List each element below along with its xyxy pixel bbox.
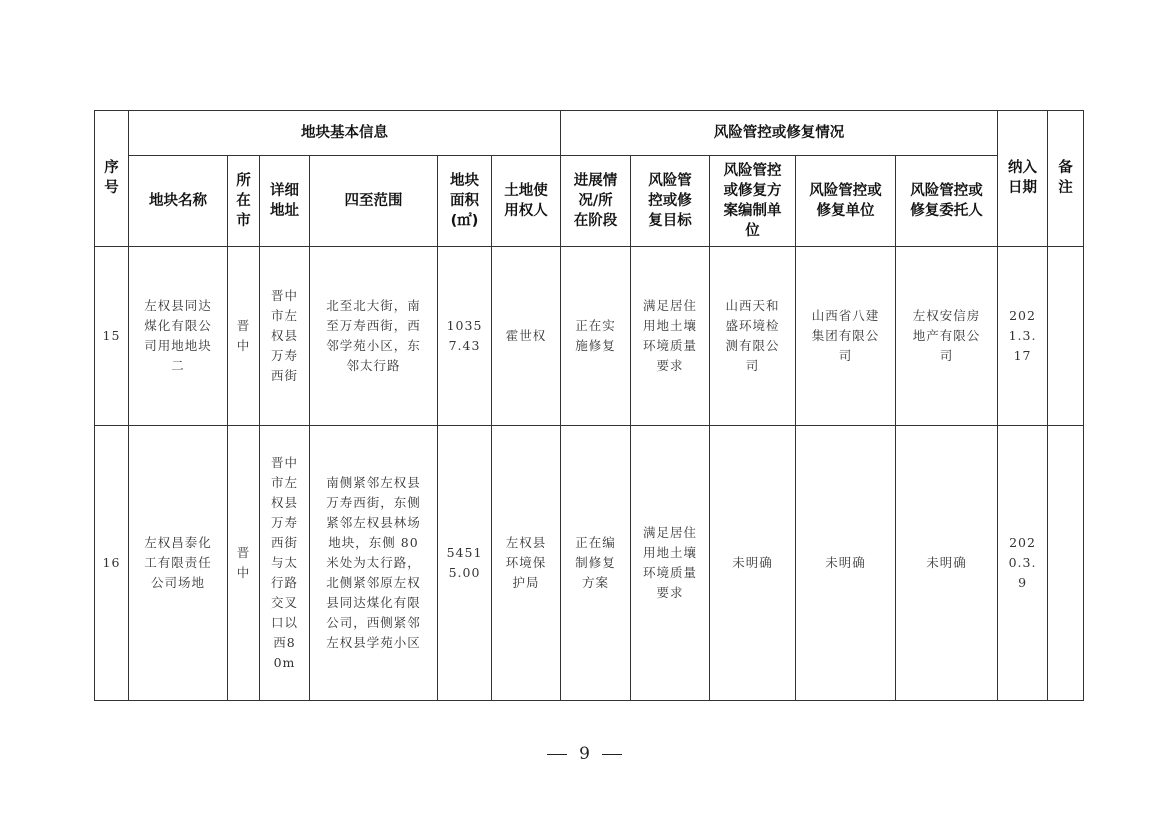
cell-city: 晋中 [228, 426, 260, 701]
cell-land-user: 霍世权 [492, 247, 561, 426]
cell-area: 10357.43 [438, 247, 492, 426]
cell-address: 晋中市左权县万寿西街与太行路交叉口以西80m [260, 426, 310, 701]
cell-date: 2021.3.17 [998, 247, 1048, 426]
cell-remark [1048, 426, 1084, 701]
cell-date: 2020.3.9 [998, 426, 1048, 701]
cell-seq: 15 [95, 247, 129, 426]
cell-repair-unit: 未明确 [796, 426, 896, 701]
cell-boundary: 北至北大街，南至万寿西街，西邻学苑小区，东邻太行路 [310, 247, 438, 426]
cell-boundary: 南侧紧邻左权县万寿西街，东侧紧邻左权县林场 地块，东侧 80 米处为太行路，北侧紧邻原左权县同达煤化有限公司，西侧紧邻左权县学苑小区 [310, 426, 438, 701]
dash-left [547, 754, 567, 755]
header-group-basic-info: 地块基本信息 [129, 111, 561, 156]
cell-seq: 16 [95, 426, 129, 701]
header-group-risk-control: 风险管控或修复情况 [561, 111, 998, 156]
cell-site-name: 左权县同达煤化有限公司用地地块二 [129, 247, 228, 426]
cell-target: 满足居住用地土壤环境质量要求 [631, 247, 710, 426]
cell-plan-unit: 山西天和盛环境检测有限公司 [710, 247, 796, 426]
cell-city: 晋中 [228, 247, 260, 426]
site-register-table [94, 110, 1084, 701]
cell-progress: 正在编制修复方案 [561, 426, 631, 701]
cell-repair-unit: 山西省八建集团有限公司 [796, 247, 896, 426]
cell-address: 晋中市左权县万寿西街 [260, 247, 310, 426]
table-row [95, 247, 1084, 426]
header-date: 纳入日期 [998, 111, 1048, 247]
header-city: 所在市 [228, 156, 260, 247]
header-area: 地块面积(㎡) [438, 156, 492, 247]
header-plan-unit: 风险管控或修复方案编制单位 [710, 156, 796, 247]
cell-client: 左权安信房地产有限公司 [896, 247, 998, 426]
cell-client: 未明确 [896, 426, 998, 701]
header-seq: 序号 [95, 111, 129, 247]
cell-target: 满足居住用地土壤环境质量要求 [631, 426, 710, 701]
header-land-user: 土地使用权人 [492, 156, 561, 247]
header-boundary: 四至范围 [310, 156, 438, 247]
table-row [95, 426, 1084, 701]
header-remark: 备注 [1048, 111, 1084, 247]
cell-remark [1048, 247, 1084, 426]
cell-progress: 正在实施修复 [561, 247, 631, 426]
cell-area: 54515.00 [438, 426, 492, 701]
cell-site-name: 左权昌泰化工有限责任公司场地 [129, 426, 228, 701]
dash-right [602, 754, 622, 755]
header-group-row [95, 111, 1084, 156]
cell-plan-unit: 未明确 [710, 426, 796, 701]
header-site-name: 地块名称 [129, 156, 228, 247]
header-client: 风险管控或修复委托人 [896, 156, 998, 247]
header-row [95, 156, 1084, 247]
header-repair-unit: 风险管控或修复单位 [796, 156, 896, 247]
header-target: 风险管控或修复目标 [631, 156, 710, 247]
page-number-text: 9 [579, 744, 590, 764]
header-address: 详细地址 [260, 156, 310, 247]
cell-land-user: 左权县环境保护局 [492, 426, 561, 701]
page-number [0, 744, 1169, 764]
header-progress: 进展情况/所在阶段 [561, 156, 631, 247]
